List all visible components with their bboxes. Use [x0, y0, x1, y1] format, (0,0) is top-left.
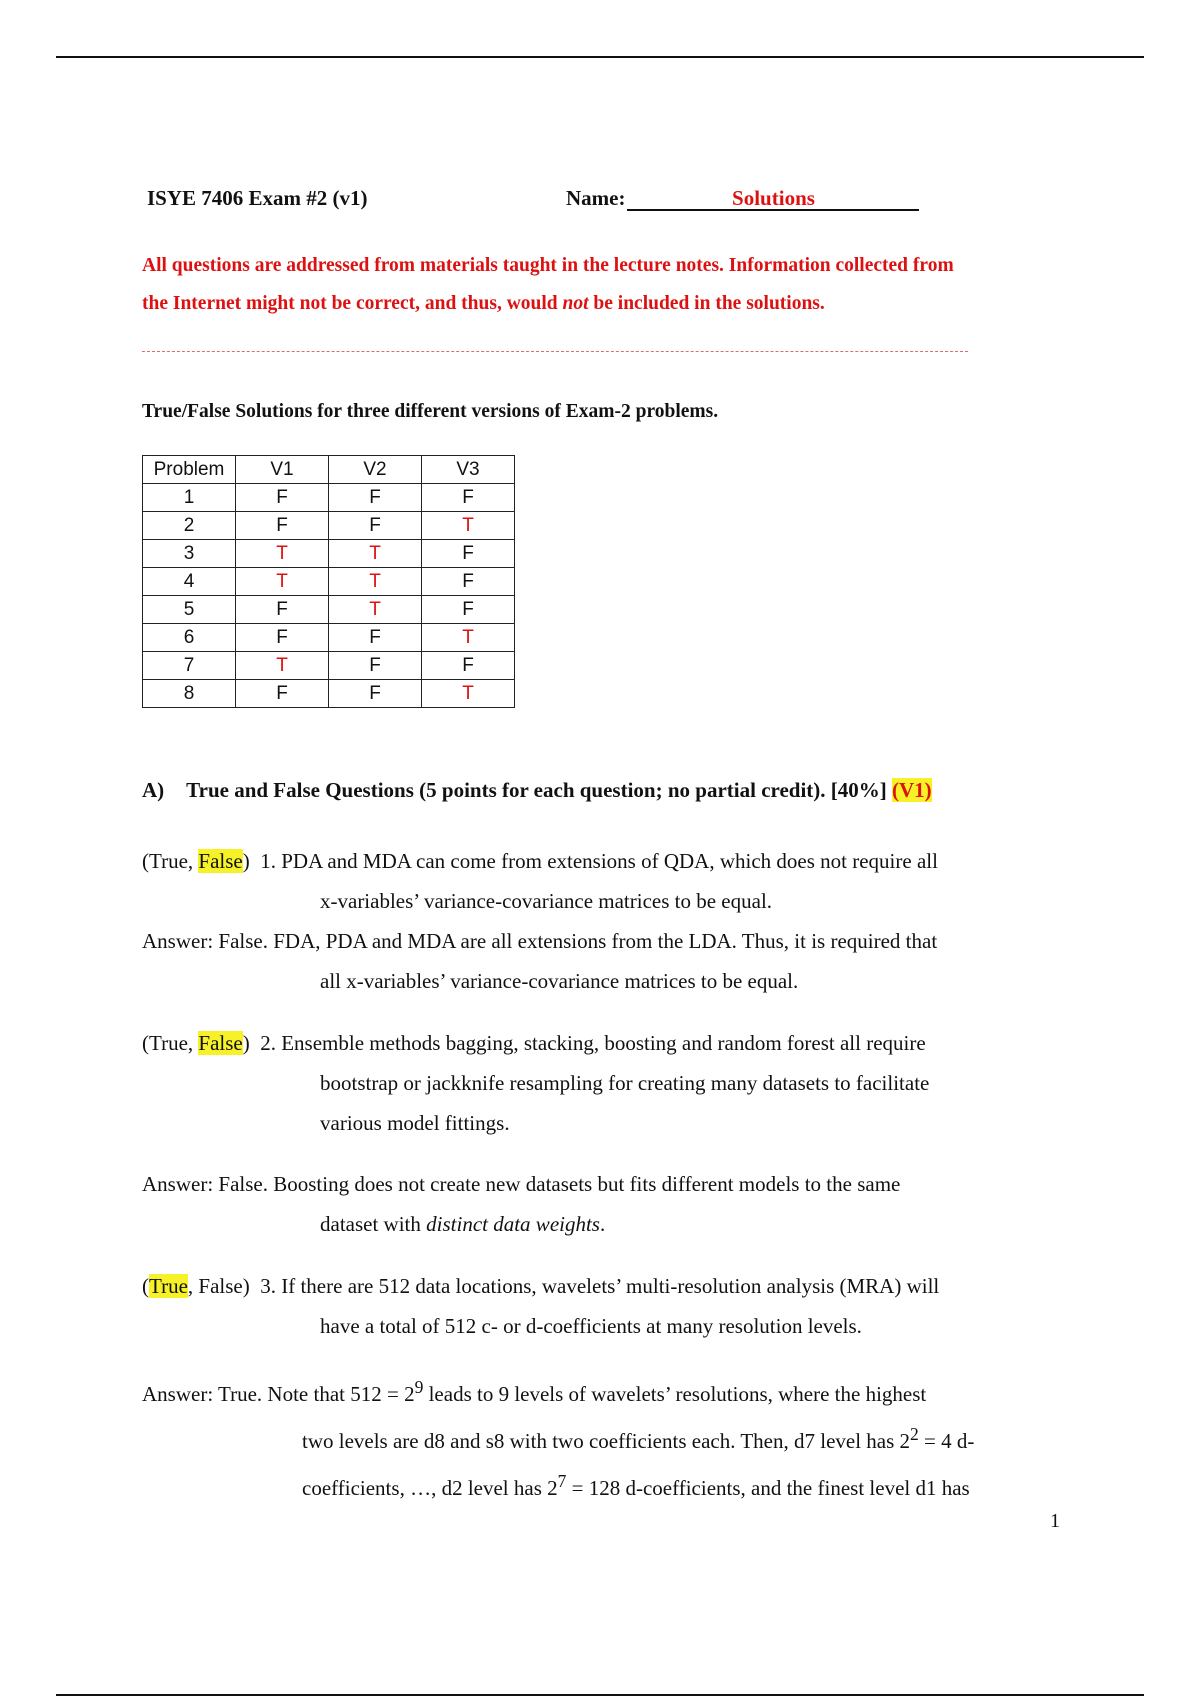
answer-cell: F	[236, 512, 329, 540]
choice-close: , False)	[187, 1274, 250, 1298]
table-row	[143, 484, 515, 512]
problem-cell: 2	[143, 512, 236, 540]
selected-answer: False	[198, 1031, 243, 1055]
choice-open: (	[142, 1274, 149, 1298]
question-text: various model fittings.	[320, 1111, 510, 1135]
answer-text: coefficients, …, d2 level has 2	[302, 1476, 558, 1500]
problem-cell: 4	[143, 568, 236, 596]
answer-cell: T	[329, 540, 422, 568]
answer-cell: F	[329, 624, 422, 652]
version-badge: (V1)	[892, 778, 932, 802]
table-row	[143, 540, 515, 568]
answer-cell: F	[422, 652, 515, 680]
name-field	[566, 186, 919, 211]
question-number: 1.	[260, 849, 276, 873]
answer-line	[142, 1204, 1142, 1244]
answer-cell: T	[236, 568, 329, 596]
problem-cell: 3	[143, 540, 236, 568]
section-a-label: A)	[142, 778, 165, 802]
question-1-line-1	[142, 841, 1142, 881]
selected-answer: True	[149, 1274, 188, 1298]
question-3-line-1	[142, 1266, 1142, 1306]
answer-cell: F	[422, 484, 515, 512]
answer-cell: F	[422, 540, 515, 568]
question-number: 2.	[260, 1031, 276, 1055]
question-text: PDA and MDA can come from extensions of QDA, which does not require all	[281, 849, 938, 873]
question-text: bootstrap or jackknife resampling for creating many datasets to facilitate	[320, 1071, 930, 1095]
column-header: V2	[329, 456, 422, 484]
notice-line-2	[142, 285, 1062, 323]
table-row	[143, 568, 515, 596]
answer-cell: F	[329, 484, 422, 512]
tf-heading: True/False Solutions for three different versions of Exam-2 problems.	[142, 401, 719, 422]
exponent: 9	[414, 1377, 424, 1397]
solutions-notice	[142, 247, 1062, 323]
answer-cell: F	[236, 624, 329, 652]
exam-title: ISYE 7406 Exam #2 (v1)	[147, 186, 368, 210]
answer-text: two levels are d8 and s8 with two coefficients each. Then, d7 level has 2	[302, 1429, 911, 1453]
question-text: have a total of 512 c- or d-coefficients at many resolution levels.	[320, 1314, 862, 1338]
answer-cell: F	[329, 652, 422, 680]
section-a-heading	[142, 778, 932, 803]
name-label: Name:	[566, 186, 626, 210]
choice-open: (True,	[142, 1031, 199, 1055]
answer-cell: T	[422, 512, 515, 540]
column-header: Problem	[143, 456, 236, 484]
answer-line: all x-variables’ variance-covariance matrices to be equal.	[320, 969, 799, 993]
table-row	[143, 680, 515, 708]
problem-cell: 6	[143, 624, 236, 652]
answer-cell: F	[422, 568, 515, 596]
question-number: 3.	[260, 1274, 276, 1298]
top-rule	[56, 56, 1144, 58]
notice-text: be included in the solutions.	[588, 293, 825, 314]
table-row	[143, 624, 515, 652]
selected-answer: False	[198, 849, 243, 873]
answer-text: dataset with	[320, 1212, 427, 1236]
exponent: 2	[910, 1424, 919, 1444]
problem-cell: 1	[143, 484, 236, 512]
page-number: 1	[1050, 1510, 1060, 1532]
name-value: Solutions	[627, 187, 919, 211]
notice-text: the Internet might not be correct, and thus, would	[142, 293, 563, 314]
answer-text: Answer: True. Note that 512 = 2	[142, 1382, 415, 1406]
question-2	[142, 1023, 1142, 1143]
answer-line	[142, 1461, 1142, 1508]
table-row	[143, 512, 515, 540]
column-header: V1	[236, 456, 329, 484]
answer-text: .	[599, 1212, 606, 1236]
question-text: If there are 512 data locations, wavelets’ multi-resolution analysis (MRA) will	[281, 1274, 940, 1298]
table-row	[143, 652, 515, 680]
choice-close: )	[242, 849, 250, 873]
problem-cell: 7	[143, 652, 236, 680]
answer-cell: F	[329, 680, 422, 708]
question-text: x-variables’ variance-covariance matrices to be equal.	[320, 889, 773, 913]
tf-solutions-table	[142, 455, 515, 708]
answer-cell: F	[422, 596, 515, 624]
dashed-divider	[142, 351, 968, 352]
answer-cell: T	[236, 652, 329, 680]
answer-cell: F	[236, 680, 329, 708]
column-header: V3	[422, 456, 515, 484]
notice-emphasis: not	[562, 293, 589, 314]
bottom-rule	[56, 1694, 1144, 1696]
exponent: 7	[557, 1471, 567, 1491]
answer-cell: F	[236, 484, 329, 512]
answer-3	[142, 1367, 1142, 1508]
answer-line: Answer: False. FDA, PDA and MDA are all extensions from the LDA. Thus, it is required that	[142, 929, 938, 953]
answer-text: = 128 d-coefficients, and the finest level d1 has	[566, 1476, 970, 1500]
answer-cell: F	[329, 512, 422, 540]
table-row	[143, 596, 515, 624]
section-a-text: True and False Questions (5 points for each question; no partial credit). [40%]	[186, 778, 887, 802]
question-2-line-1	[142, 1023, 1142, 1063]
problem-cell: 5	[143, 596, 236, 624]
question-text: Ensemble methods bagging, stacking, boosting and random forest all require	[281, 1031, 926, 1055]
answer-cell: T	[422, 680, 515, 708]
answer-cell: T	[329, 568, 422, 596]
answer-line	[142, 1367, 1142, 1414]
choice-close: )	[242, 1031, 250, 1055]
answer-text: leads to 9 levels of wavelets’ resolutions, where the highest	[423, 1382, 927, 1406]
table-header-row	[143, 456, 515, 484]
question-3	[142, 1266, 1142, 1346]
answer-cell: F	[236, 596, 329, 624]
answer-line	[142, 1414, 1142, 1461]
problem-cell: 8	[143, 680, 236, 708]
answer-emphasis: distinct data weights	[426, 1212, 600, 1236]
answer-text: = 4 d-	[918, 1429, 975, 1453]
answer-cell: T	[329, 596, 422, 624]
notice-line-1: All questions are addressed from materials taught in the lecture notes. Information collected from	[142, 255, 954, 276]
choice-open: (True,	[142, 849, 199, 873]
answer-2	[142, 1164, 1142, 1244]
question-1	[142, 841, 1142, 1001]
answer-line: Answer: False. Boosting does not create new datasets but fits different models to the same	[142, 1172, 901, 1196]
answer-cell: T	[422, 624, 515, 652]
answer-cell: T	[236, 540, 329, 568]
